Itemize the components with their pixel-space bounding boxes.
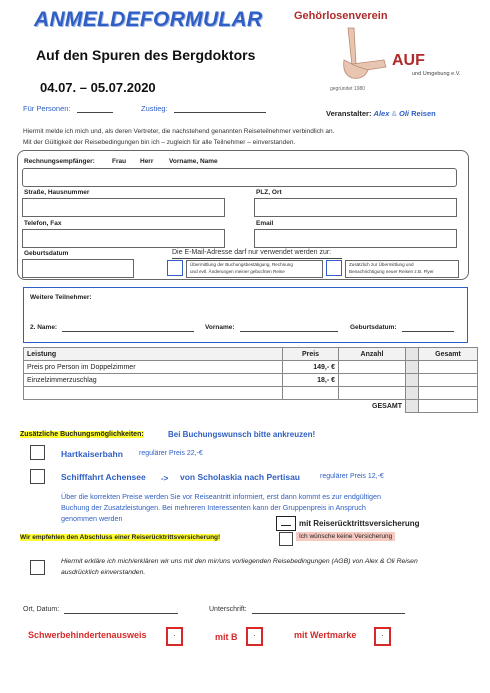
zustieg-field[interactable] <box>174 112 266 113</box>
consent-newsletter-line-1: Zusätzlich zur Übermittlung und <box>349 262 414 267</box>
empty-cell <box>24 400 283 413</box>
hand-sign-logo-icon <box>322 24 394 86</box>
row-item: Einzelzimmerzuschlag <box>24 374 283 387</box>
organizer <box>326 109 436 118</box>
spacer-cell <box>406 400 419 413</box>
no-insurance-label: Ich wünsche keine Versicherung <box>296 532 395 541</box>
table-row <box>24 374 478 387</box>
signature-field[interactable] <box>252 613 405 614</box>
checkbox-dot: . <box>253 629 256 638</box>
place-date-field[interactable] <box>64 613 178 614</box>
option-schifffahrt-arrow: -> <box>161 474 169 483</box>
checkbox-dot: . <box>173 629 176 638</box>
header-preis: Preis <box>283 348 339 361</box>
consent-booking-checkbox[interactable] <box>167 260 183 276</box>
signature-label: Unterschrift: <box>209 606 247 613</box>
participant-name-field[interactable] <box>62 331 194 332</box>
table-row <box>24 361 478 374</box>
with-b-label: mit B <box>215 632 238 642</box>
price-table <box>23 347 478 413</box>
total-row <box>24 400 478 413</box>
birthdate-input[interactable] <box>22 259 134 278</box>
insurance-recommendation: Wir empfehlen den Abschluss einer Reiserücktrittsversicherung! <box>20 534 221 541</box>
street-label: Straße, Hausnummer <box>24 189 90 196</box>
option-schifffahrt-label: Schifffahrt Achensee <box>61 472 146 482</box>
recipient-label: Rechnungsempfänger: <box>24 158 95 165</box>
spacer-cell <box>406 387 419 400</box>
logo-auf: AUF <box>392 52 425 69</box>
participant-birthdate-field[interactable] <box>402 331 454 332</box>
email-input[interactable] <box>254 229 457 248</box>
intro-line-1: Hiermit melde ich mich und, als deren Vertreter, die nachstehend genannten Reiseteilnehmer verbindlich an. <box>23 128 335 135</box>
agreement-line-1: Hiermit erkläre ich mich/erklären wir uns mit den mir/uns vorliegenden Reisebedingungen (AGB) von Alex & Oli Reisen <box>61 558 418 565</box>
consent-booking-text <box>186 260 323 278</box>
participant-name-label: 2. Name: <box>30 324 58 331</box>
total-input[interactable] <box>419 400 478 413</box>
spacer-cell <box>406 374 419 387</box>
participant-birthdate-label: Geburtsdatum: <box>350 324 397 331</box>
spacer-cell <box>406 361 419 374</box>
option-schifffahrt-route: von Scholaskia nach Pertisau <box>180 472 300 482</box>
option-schifffahrt-checkbox[interactable] <box>30 469 45 484</box>
extras-hint: Bei Buchungswunsch bitte ankreuzen! <box>168 430 316 439</box>
consent-booking-line-1: Übermittlung der Buchungsbestätigung, Rechnung <box>190 262 293 267</box>
option-hartkaiserbahn-checkbox[interactable] <box>30 445 45 460</box>
option-hartkaiserbahn-label: Hartkaiserbahn <box>61 449 123 459</box>
persons-field[interactable] <box>77 112 113 113</box>
email-consent-label: Die E-Mail-Adresse darf nur verwendet werden zur: <box>172 249 332 256</box>
checkbox-dot: . <box>381 629 384 638</box>
option-schifffahrt-price: regulärer Preis 12,-€ <box>320 473 384 480</box>
insurance-label: mit Reiserücktrittsversicherung <box>299 519 420 528</box>
table-row <box>24 387 478 400</box>
empty-cell <box>283 387 339 400</box>
extras-info-line-1: Über die korrekten Preise werden Sie vor Reiseantritt informiert, erst dann kommt es zur endgültigen <box>61 492 381 501</box>
agreement-line-2: ausdrücklich einverstanden. <box>61 569 146 576</box>
recipient-input[interactable] <box>22 168 457 187</box>
phone-input[interactable] <box>22 229 225 248</box>
extras-info-line-2: Buchung der Zusatzleistungen. Bei mehreren Interessenten kann der Gruppenpreis in Anspruch <box>61 503 366 512</box>
organizer-name-3: Reisen <box>411 109 436 118</box>
organizer-name-2: Oli <box>399 109 410 118</box>
plz-input[interactable] <box>254 198 457 217</box>
logo-club-name: Gehörlosenverein <box>294 10 388 22</box>
phone-label: Telefon, Fax <box>24 220 62 227</box>
organizer-name-1: Alex <box>373 109 390 118</box>
total-label: GESAMT <box>372 402 402 410</box>
row-anzahl-input[interactable] <box>339 374 406 387</box>
empty-cell <box>339 387 406 400</box>
plz-label: PLZ, Ort <box>256 189 282 196</box>
row-price: 149,- € <box>283 361 339 374</box>
price-table-header <box>24 348 478 361</box>
participants-title: Weitere Teilnehmer: <box>30 294 92 301</box>
with-mark-label: mit Wertmarke <box>294 630 357 640</box>
email-label: Email <box>256 220 274 227</box>
place-date-label: Ort, Datum: <box>23 606 60 613</box>
agreement-text <box>61 556 418 578</box>
empty-cell <box>419 387 478 400</box>
consent-newsletter-checkbox[interactable] <box>326 260 342 276</box>
empty-cell <box>24 387 283 400</box>
disability-card-label: Schwerbehindertenausweis <box>28 630 147 640</box>
row-gesamt-input[interactable] <box>419 361 478 374</box>
row-item: Preis pro Person im Doppelzimmer <box>24 361 283 374</box>
frau-label: Frau <box>112 158 127 165</box>
participant-vorname-field[interactable] <box>240 331 338 332</box>
logo-region: und Umgebung e.V. <box>412 71 461 77</box>
spacer-cell <box>406 348 419 361</box>
intro-line-2: Mit der Gültigkeit der Reisebedingungen bin ich – zugleich für alle Teilnehmer – einverstanden. <box>23 139 296 146</box>
extras-title: Zusätzliche Buchungsmöglichkeiten: <box>20 431 144 438</box>
participant-vorname-label: Vorname: <box>205 324 235 331</box>
row-price: 18,- € <box>283 374 339 387</box>
consent-newsletter-text <box>345 260 459 278</box>
no-insurance-checkbox[interactable] <box>279 532 293 546</box>
organizer-amp: & <box>391 109 397 118</box>
extras-info-line-3: genommen werden <box>61 514 123 523</box>
with-mark-checkbox[interactable] <box>374 627 391 646</box>
row-gesamt-input[interactable] <box>419 374 478 387</box>
trip-dates: 04.07. – 05.07.2020 <box>40 80 156 95</box>
option-hartkaiserbahn-price: regulärer Preis 22,-€ <box>139 450 203 457</box>
empty-cell <box>283 400 339 413</box>
row-anzahl-input[interactable] <box>339 361 406 374</box>
email-consent-underline <box>172 258 342 259</box>
persons-label: Für Personen: <box>23 104 71 113</box>
insurance-checkbox-mark <box>281 525 291 526</box>
street-input[interactable] <box>22 198 225 217</box>
zustieg-label: Zustieg: <box>141 104 168 113</box>
logo-founded: gegründet 1980 <box>330 86 366 92</box>
header-leistung: Leistung <box>24 348 283 361</box>
consent-booking-line-2: und evtl. Änderungen meiner gebuchten Reise <box>190 269 285 274</box>
herr-label: Herr <box>140 158 154 165</box>
birthdate-label: Geburtsdatum <box>24 250 69 257</box>
trip-subtitle: Auf den Spuren des Bergdoktors <box>36 47 256 63</box>
disability-card-checkbox[interactable] <box>166 627 183 646</box>
organizer-label: Veranstalter: <box>326 109 372 118</box>
with-b-checkbox[interactable] <box>246 627 263 646</box>
agreement-checkbox[interactable] <box>30 560 45 575</box>
header-anzahl: Anzahl <box>339 348 406 361</box>
consent-newsletter-line-2: Benachrichtigung neuer Reisen z.B. Flyer <box>349 269 434 274</box>
form-title: ANMELDEFORMULAR <box>34 8 263 31</box>
header-gesamt: Gesamt <box>419 348 478 361</box>
vorname-name-label: Vorname, Name <box>169 158 218 165</box>
insurance-checkbox[interactable] <box>276 516 296 531</box>
